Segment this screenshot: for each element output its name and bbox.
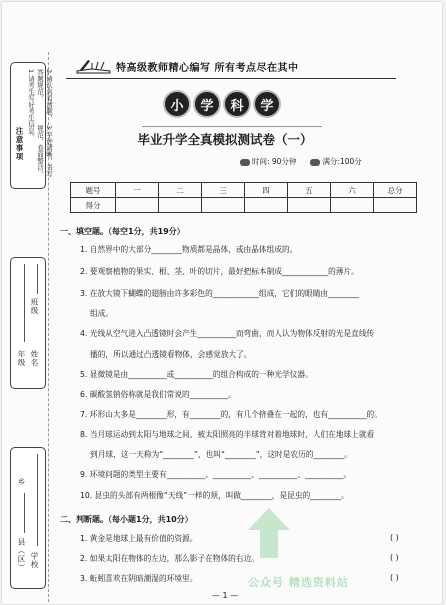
- clock-icon: [240, 159, 250, 166]
- subject-char: 小: [165, 92, 189, 116]
- question-1-9: 9. 环境问题的类型主要有__________、__________、__________、__________。: [80, 470, 352, 479]
- exam-sheet: [2, 2, 442, 604]
- score-table: [70, 182, 417, 213]
- score-cell[interactable]: [374, 198, 417, 213]
- question-1-4-cont: 播的，所以通过凸透镜看物体，会感觉放大了。: [90, 350, 252, 359]
- exam-title: 毕业升学全真模拟测试卷（一）: [137, 132, 313, 147]
- fill-line: [24, 264, 25, 342]
- score-cell[interactable]: [159, 198, 202, 213]
- exam-time: 时间: 90分钟: [240, 156, 296, 167]
- school-info-box: [10, 447, 46, 589]
- fill-line: [37, 264, 38, 294]
- answer-paren[interactable]: ( ): [390, 573, 399, 582]
- question-1-1: 1. 自然界中的大部分________物质都是晶体，或由晶体组成的。: [80, 245, 298, 254]
- score-cell[interactable]: [288, 198, 331, 213]
- score-cell[interactable]: [116, 198, 159, 213]
- question-1-8-cont: 到月球，这一天称为“________”，也叫“________”，这时是农历的________。: [90, 450, 352, 459]
- question-1-6: 6. 碳酸氢钠俗称就是我们常说的__________。: [80, 390, 236, 399]
- question-1-8: 8. 当月球运动到太阳与地球之间，被太阳照亮的半球背对着地球时，人们在地球上就看: [80, 430, 375, 439]
- table-row: [71, 198, 417, 213]
- table-header-cell: 六: [331, 183, 374, 198]
- student-info-box: [10, 257, 46, 389]
- table-row-label: 得分: [71, 198, 116, 213]
- watermark-leaf-icon: [234, 500, 304, 570]
- question-2-2: 2. 如果太阳在物体的左边，那么影子在物体的右边。: [80, 554, 259, 563]
- score-cell[interactable]: [202, 198, 245, 213]
- subject-underline: [142, 126, 322, 127]
- question-1-3: 3. 在放大镜下蝴蝶的翅膀由许多彩色的____________组成，它们的眼睛由________: [80, 289, 359, 298]
- table-header-cell: 三: [202, 183, 245, 198]
- section-2-title: 二、判断题。（每小题1分，共10分）: [60, 515, 193, 524]
- label-county: 县（区）: [17, 538, 26, 572]
- subject-title: [165, 92, 279, 118]
- label-name: 姓名: [30, 350, 39, 367]
- table-header-cell: 总分: [374, 183, 417, 198]
- notes-line-3: 3.字迹清晰，书写规范，卷面整洁。: [36, 125, 53, 177]
- label-school: 学校: [30, 552, 39, 569]
- fill-line: [37, 454, 38, 546]
- score-cell[interactable]: [245, 198, 288, 213]
- label-class: 班级: [30, 298, 39, 315]
- question-1-4: 4. 光线从空气进入凸透镜时会产生__________而弯曲，而人认为物体反射的光是直线传: [80, 329, 375, 338]
- table-header-cell: 四: [245, 183, 288, 198]
- subject-char: 科: [225, 92, 249, 116]
- header-slogan: 特高级教师精心编写 所有考点尽在其中: [116, 63, 299, 74]
- table-row: [71, 183, 417, 198]
- exam-meta: [240, 156, 362, 167]
- answer-paren[interactable]: ( ): [390, 533, 399, 542]
- label-township: 乡: [17, 478, 26, 487]
- question-1-3-cont: 组成。: [90, 309, 114, 318]
- watermark-text: 公众号 精选资料站: [248, 576, 349, 589]
- notes-line-2: 2.请认真看清题，答题规范。: [36, 69, 53, 121]
- question-2-1: 1. 黄金是地球上最有价值的资源。: [80, 534, 198, 543]
- subject-char: 学: [195, 92, 219, 116]
- table-header-cell: 题号: [71, 183, 116, 198]
- table-header-cell: 五: [288, 183, 331, 198]
- table-header-cell: 二: [159, 183, 202, 198]
- label-grade: 年级: [17, 350, 26, 367]
- score-icon: [310, 159, 320, 166]
- subject-char: 学: [255, 92, 279, 116]
- question-1-10: 10. 昆虫的头部有两根像“天线”一样的须，叫做________，是昆虫的________。: [80, 491, 349, 500]
- page-number: — 1 —: [211, 591, 239, 600]
- table-header-cell: 一: [116, 183, 159, 198]
- header-rule: [66, 78, 396, 79]
- book-pen-logo-icon: [74, 57, 114, 75]
- question-1-5: 5. 显微镜是由__________或__________的组合构成的一种光学仪器。: [80, 370, 313, 379]
- question-1-7: 7. 环形山大多是________形，有________的，有几个挤叠在一起的，也有__________的。: [80, 410, 382, 419]
- question-1-2: 2. 要观察植物的果实、根、茎、叶的切片，最好把标本制成____________的薄片。: [80, 267, 359, 276]
- answer-paren[interactable]: ( ): [390, 553, 399, 562]
- section-1-title: 一、填空题。（每空1分，共19分）: [60, 227, 185, 236]
- question-2-3: 3. 蚯蚓喜欢在阴暗潮湿的环境里。: [80, 574, 198, 583]
- exam-full-score: 满分:100分: [310, 156, 361, 167]
- notes-title: 注意事项: [15, 127, 24, 161]
- score-cell[interactable]: [331, 198, 374, 213]
- fill-line: [24, 493, 25, 533]
- notes-line-1: 1.请考生写好考生信息。: [27, 69, 35, 141]
- notes-box: [10, 62, 53, 189]
